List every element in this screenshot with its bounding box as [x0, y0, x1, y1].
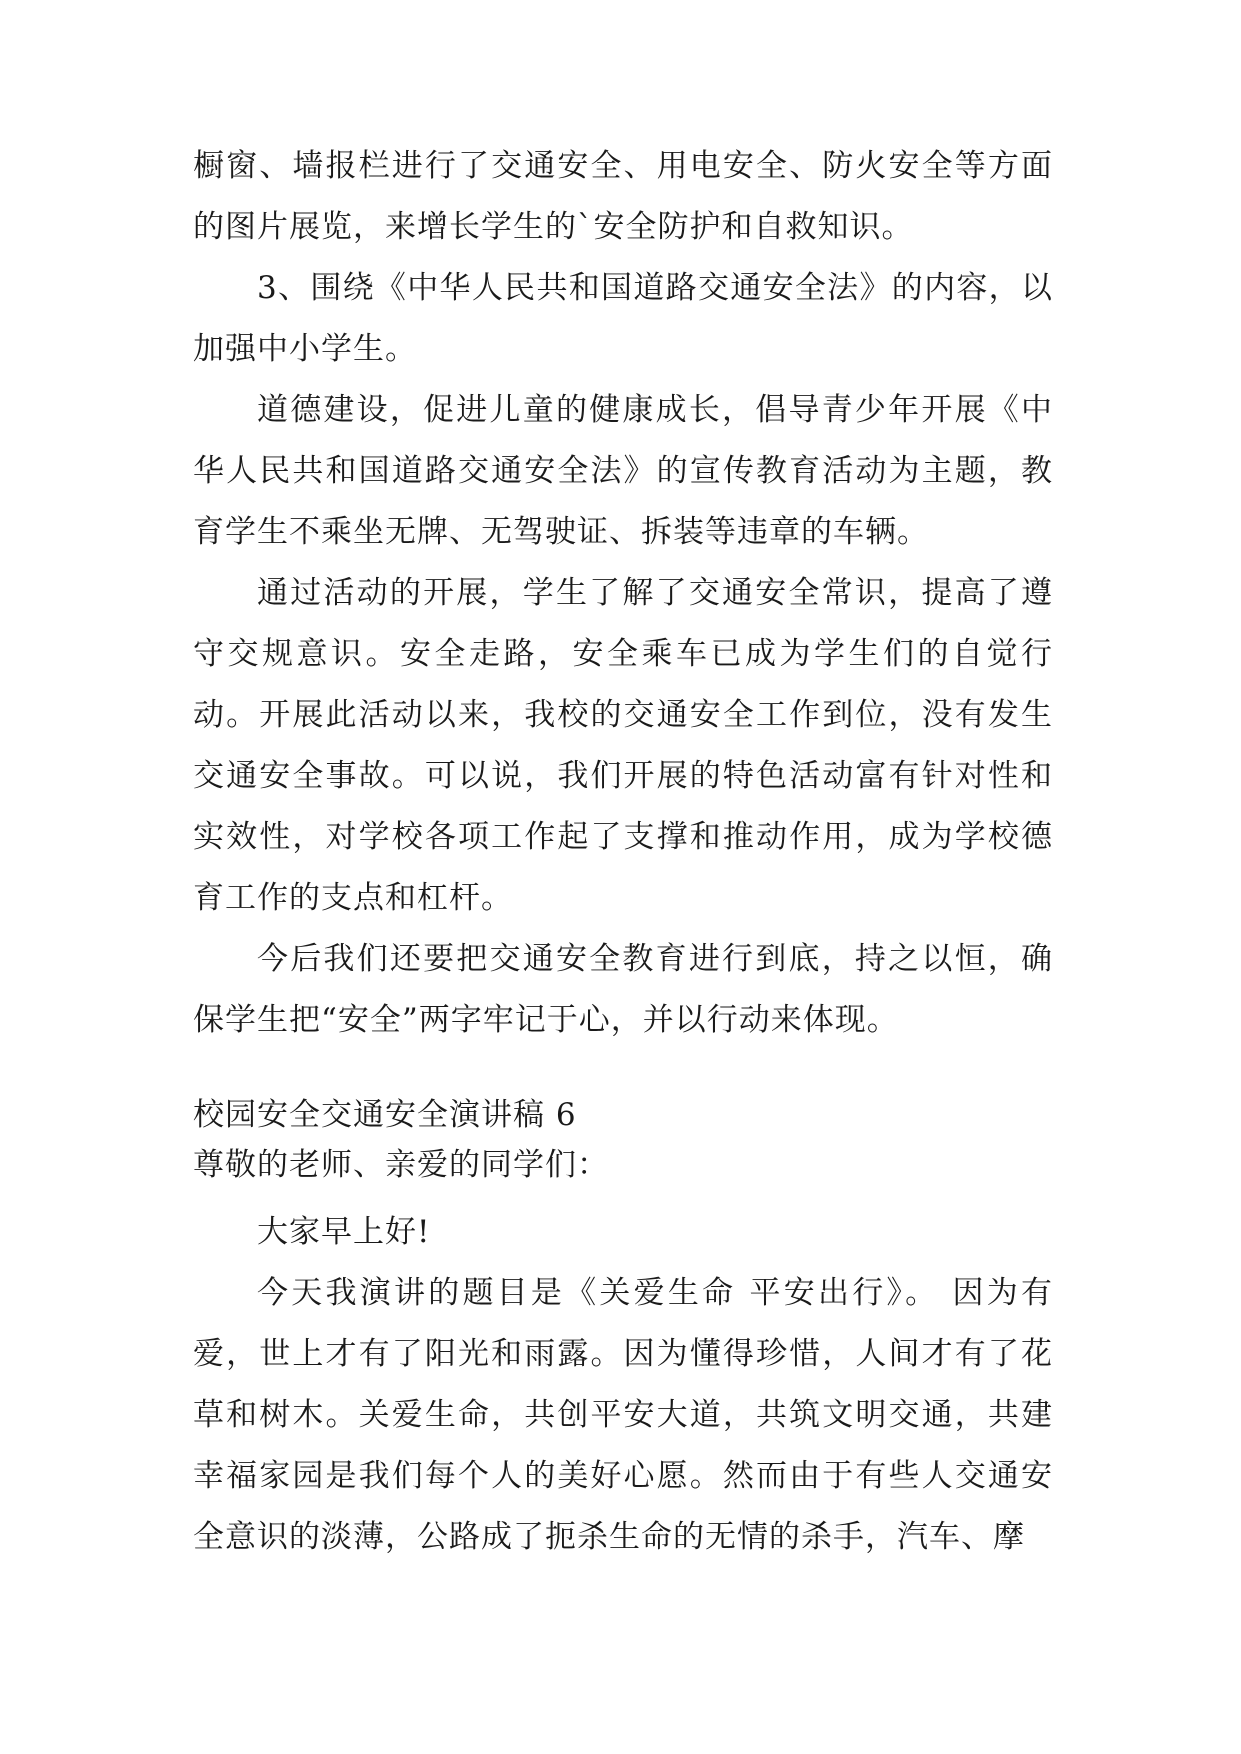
section-2-body [193, 1090, 1053, 1568]
paragraph-activity-results: 通过活动的开展，学生了解了交通安全常识，提高了遵守交规意识。安全走路，安全乘车已成为学生们的自觉行动。开展此活动以来，我校的交通安全工作到位，没有发生交通安全事故。可以说，我们开展的特色活动富有针对性和实效性，对学校各项工作起了支撑和推动作用，成为学校德育工作的支点和杠杆。 [193, 575, 1053, 916]
paragraph-moral-building: 道德建设，促进儿童的健康成长，倡导青少年开展《中华人民共和国道路交通安全法》的宣传教育活动为主题，教育学生不乘坐无牌、无驾驶证、拆装等违章的车辆。 [193, 392, 1053, 550]
paragraph-future-plan: 今后我们还要把交通安全教育进行到底，持之以恒，确保学生把“安全”两字牢记于心，并以行动来体现。 [193, 941, 1053, 1038]
section-1-body [193, 136, 1053, 1051]
speech-title: 校园安全交通安全演讲稿 6 [193, 1097, 577, 1133]
paragraph-exhibition: 橱窗、墙报栏进行了交通安全、用电安全、防火安全等方面的图片展览，来增长学生的`安全防护和自救知识。 [193, 148, 1053, 245]
paragraph-speech-intro: 今天我演讲的题目是《关爱生命 平安出行》。 因为有爱，世上才有了阳光和雨露。因为懂得珍惜，人间才有了花草和树木。关爱生命，共创平安大道，共筑文明交通，共建幸福家园是我们每个人的美好心愿。然而由于有些人交通安全意识的淡薄，公路成了扼杀生命的无情的杀手，汽车、摩 [193, 1275, 1053, 1555]
paragraph-traffic-law: 3、围绕《中华人民共和国道路交通安全法》的内容，以加强中小学生。 [193, 270, 1053, 367]
speech-salutation: 尊敬的老师、亲爱的同学们： [193, 1147, 609, 1183]
paragraph-greeting: 大家早上好! [257, 1214, 431, 1250]
